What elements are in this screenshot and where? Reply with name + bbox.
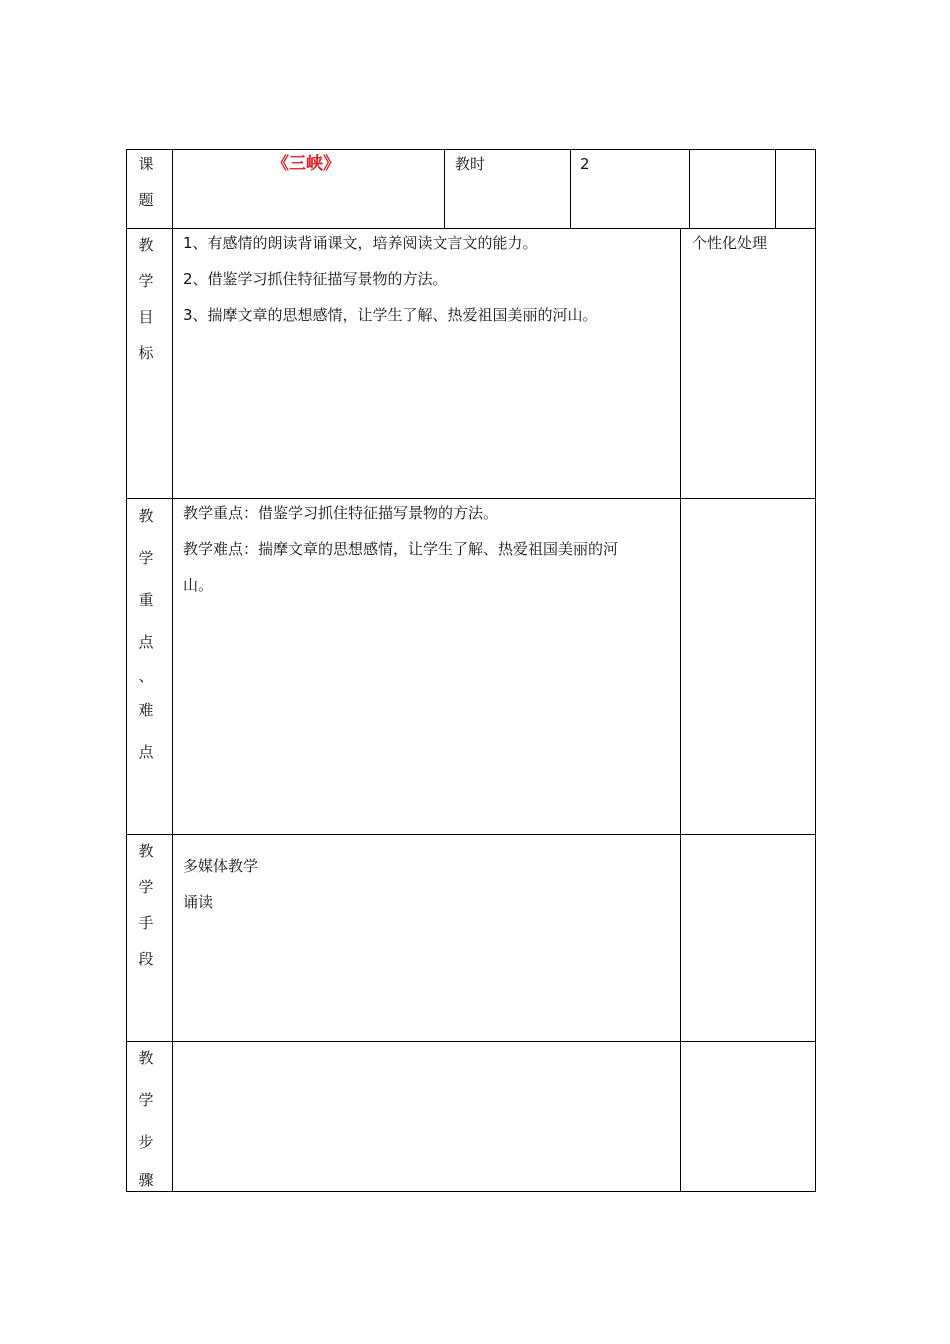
lesson-title: 《三峡》 <box>272 154 340 174</box>
key-points-text <box>183 503 618 595</box>
col-divider <box>689 149 690 229</box>
row-divider <box>126 1041 816 1042</box>
col-divider <box>570 149 571 229</box>
methods-label: 教 学 手 段 <box>138 842 154 968</box>
key-points-label: 教 学 重 点 、 难 点 <box>138 507 154 761</box>
col-divider <box>775 149 776 229</box>
row-divider <box>126 498 816 499</box>
topic-label: 课 题 <box>138 155 154 209</box>
objective-item: 3、揣摩文章的思想感情，让学生了解、热爱祖国美丽的河山。 <box>183 306 598 324</box>
method-line: 多媒体教学 <box>183 857 259 875</box>
objective-item: 1、有感情的朗读背诵课文，培养阅读文言文的能力。 <box>183 234 538 252</box>
row-divider <box>126 834 816 835</box>
key-point-line: 教学难点：揣摩文章的思想感情，让学生了解、热爱祖国美丽的河 <box>183 540 619 558</box>
objectives-label: 教 学 目 标 <box>138 236 154 362</box>
table-border <box>126 1191 816 1192</box>
key-point-line: 山。 <box>183 576 214 594</box>
methods-text <box>183 856 258 912</box>
method-line: 诵读 <box>183 893 214 911</box>
period-label: 教时 <box>455 155 486 173</box>
row-divider <box>126 228 816 229</box>
col-divider <box>172 149 173 1192</box>
objectives-list <box>183 233 598 325</box>
personalized-notes-label: 个性化处理 <box>692 234 768 252</box>
period-value: 2 <box>580 155 590 173</box>
table-border <box>126 149 816 150</box>
table-border <box>815 149 816 1192</box>
key-point-line: 教学重点：借鉴学习抓住特征描写景物的方法。 <box>183 504 499 522</box>
table-border <box>126 149 127 1192</box>
col-divider <box>444 149 445 229</box>
steps-label: 教 学 步 骤 <box>138 1049 154 1189</box>
objective-item: 2、借鉴学习抓住特征描写景物的方法。 <box>183 270 448 288</box>
col-divider <box>680 228 681 1192</box>
